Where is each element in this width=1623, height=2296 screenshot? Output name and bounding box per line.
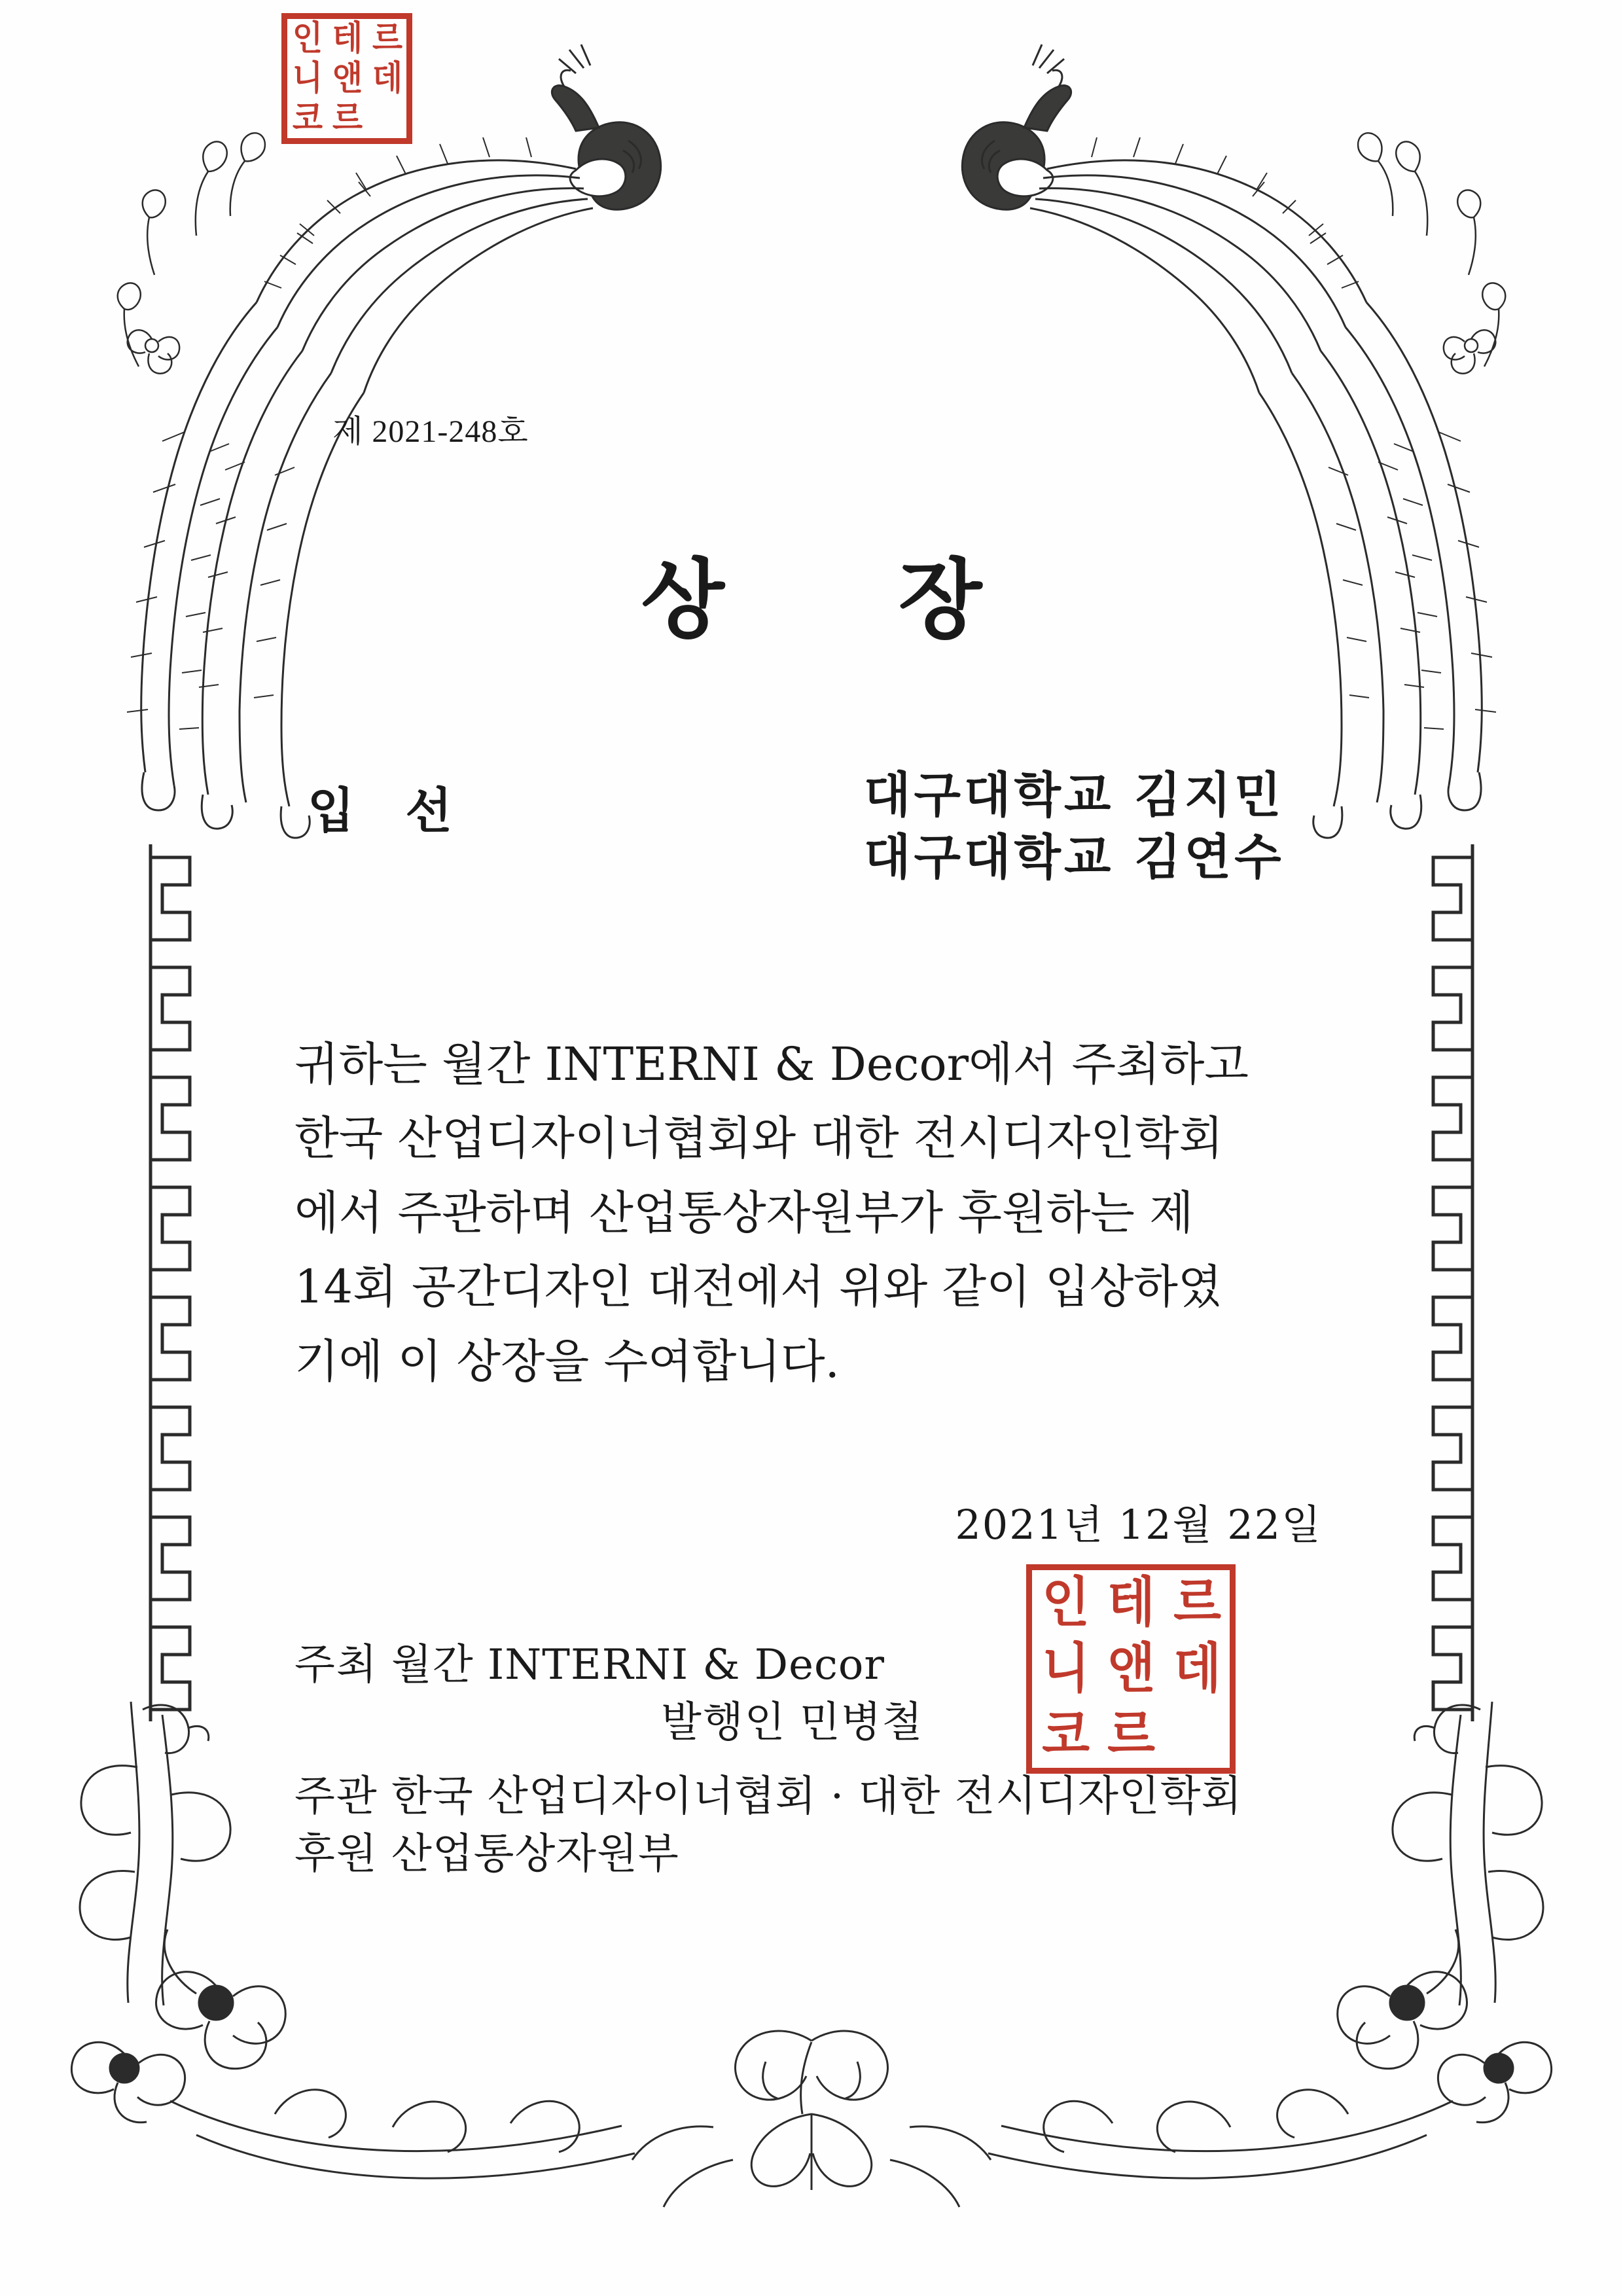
seal-char: 인	[293, 19, 322, 59]
credit-organizer-value: 한국 산업디자이너협회 · 대한 전시디자인학회	[391, 1772, 1243, 1821]
seal-char: 데	[1173, 1637, 1221, 1700]
credit-organizer	[294, 1768, 1355, 1825]
phoenix-ornament-top-right	[962, 45, 1505, 838]
greek-key-border-right	[1433, 844, 1472, 1721]
credit-sponsor-value: 산업통상자원부	[391, 1829, 679, 1878]
credit-host-label: 주최	[294, 1641, 378, 1689]
credit-publisher-label: 발행인	[661, 1698, 787, 1748]
credit-publisher-value: 민병철	[799, 1698, 923, 1748]
recipient-name: 대구대학교 김지민	[864, 767, 1285, 823]
seal-char: 테	[332, 19, 362, 59]
greek-key-border-left	[151, 844, 190, 1721]
body-line: 14회 공간디자인 대전에서 위와 같이 입상하였	[294, 1260, 1222, 1314]
body-line: 귀하는 월간 INTERNI & Decor에서 주최하고	[294, 1037, 1249, 1091]
credit-sponsor-label: 후원	[294, 1829, 378, 1878]
body-line: 한국 산업디자이너협회와 대한 전시디자인학회	[294, 1111, 1224, 1166]
document-number: 제 2021-248호	[332, 414, 529, 449]
seal-char: 니	[1041, 1637, 1088, 1700]
seal-char: 르	[332, 98, 362, 138]
credit-host	[294, 1636, 1355, 1700]
certificate-credits	[294, 1636, 1355, 1883]
floral-crest-bottom-center	[632, 2031, 991, 2207]
credit-spacer	[294, 1752, 1355, 1768]
certificate-title: 상 장	[641, 549, 1054, 651]
certificate-body	[294, 1028, 1348, 1399]
body-line: 기에 이 상장을 수여합니다.	[294, 1334, 840, 1388]
credit-organizer-label: 주관	[294, 1772, 378, 1821]
seal-char: 니	[293, 58, 322, 98]
recipient-list	[864, 764, 1361, 888]
body-line: 에서 주관하며 산업통상자원부가 후원하는 제	[294, 1185, 1194, 1240]
publisher-seal-small-icon	[281, 13, 412, 144]
credit-publisher	[294, 1694, 1355, 1751]
credit-host-value: 월간 INTERNI & Decor	[391, 1641, 885, 1689]
seal-char: 르	[372, 19, 401, 59]
seal-char: 코	[293, 98, 322, 138]
credit-sponsor	[294, 1825, 1355, 1883]
seal-char: 앤	[1107, 1637, 1154, 1700]
seal-char: 데	[372, 58, 401, 98]
seal-char: 앤	[332, 58, 362, 98]
seal-char: 르	[1173, 1571, 1221, 1634]
seal-char: 인	[1041, 1571, 1088, 1634]
seal-char: 르	[1107, 1703, 1154, 1766]
award-date: 2021년 12월 22일	[955, 1501, 1322, 1549]
recipient-name: 대구대학교 김연수	[864, 829, 1285, 886]
award-rank: 입 선	[308, 783, 469, 839]
seal-char: 테	[1107, 1571, 1154, 1634]
seal-char: 코	[1041, 1703, 1088, 1766]
